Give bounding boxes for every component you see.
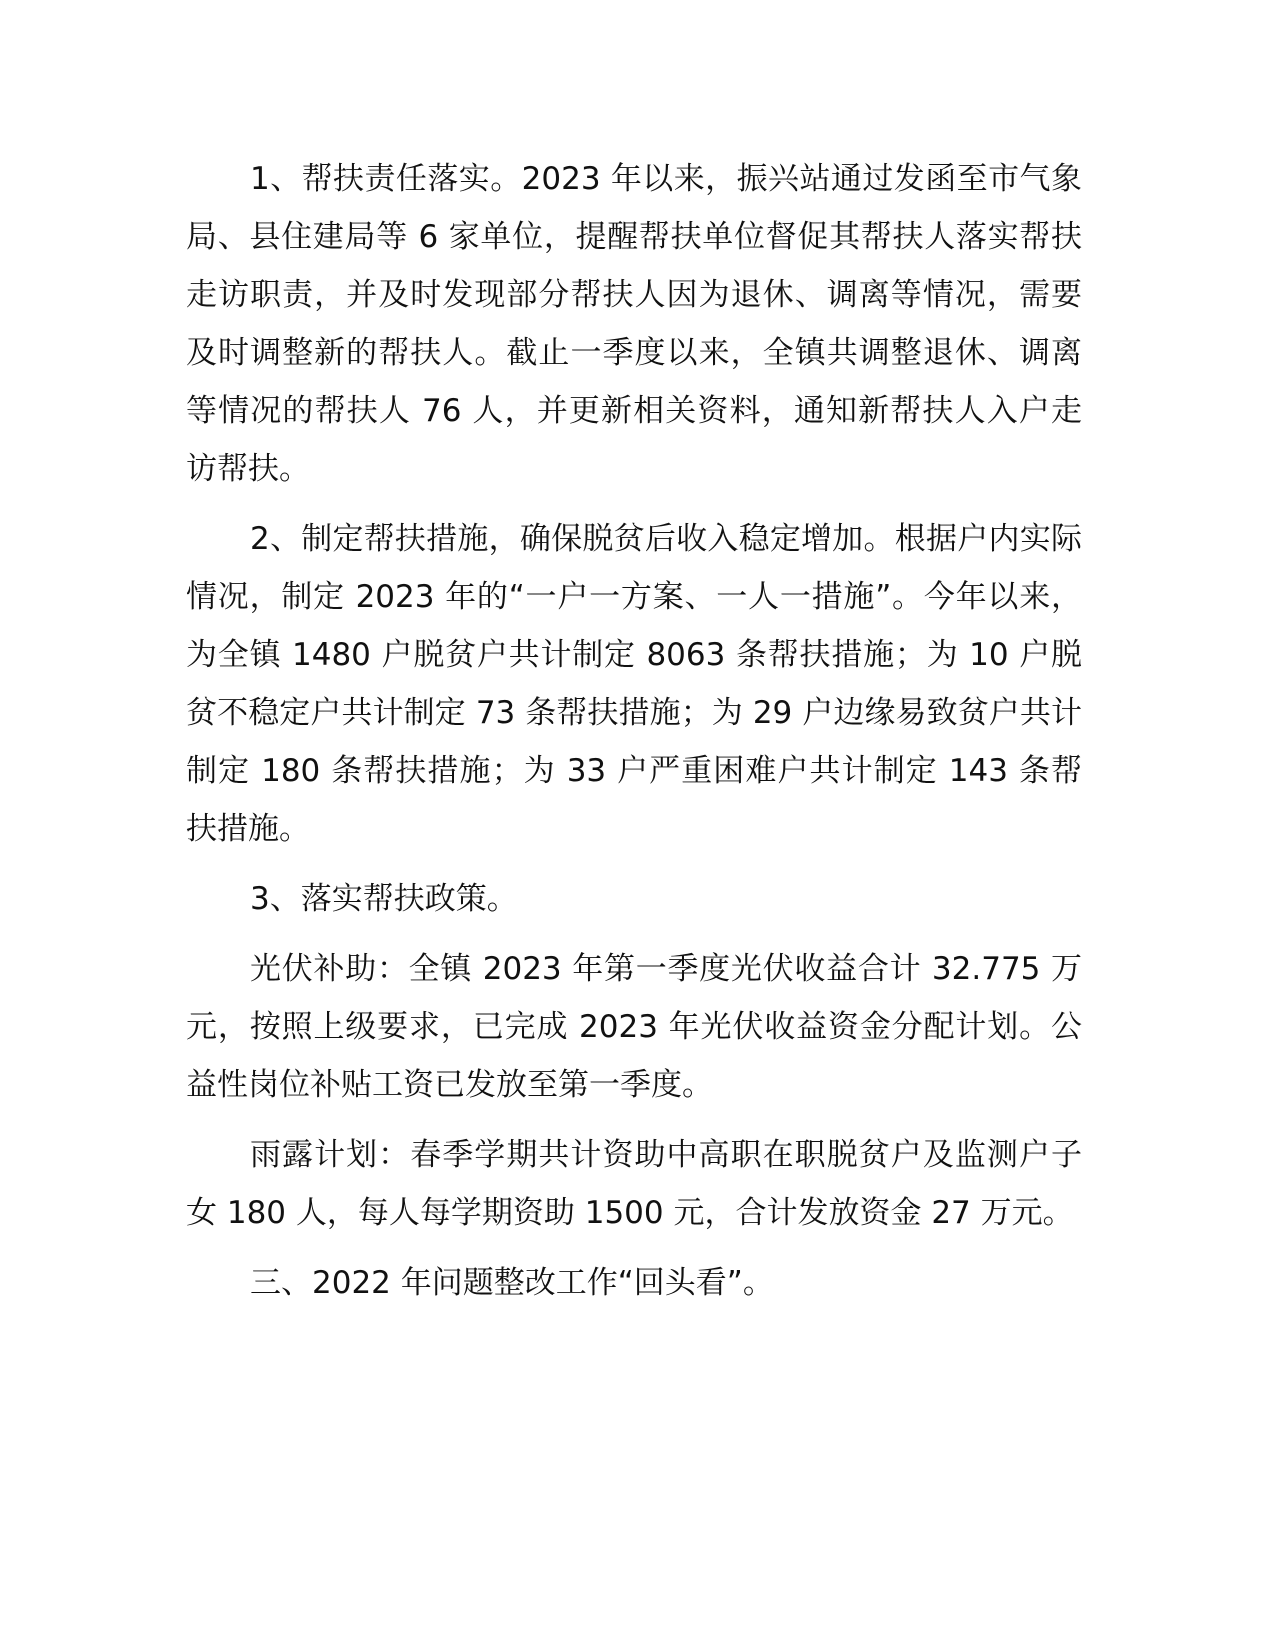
paragraph-yulu-plan: 雨露计划：春季学期共计资助中高职在职脱贫户及监测户子女 180 人，每人每学期资助 1500 元，合计发放资金 27 万元。 xyxy=(186,1137,1082,1231)
section-heading-rectification-review: 三、2022 年问题整改工作“回头看”。 xyxy=(250,1265,774,1301)
document-body xyxy=(186,150,1082,1324)
paragraph-assistance-responsibility: 1、帮扶责任落实。2023 年以来，振兴站通过发函至市气象局、县住建局等 6 家单位，提醒帮扶单位督促其帮扶人落实帮扶走访职责，并及时发现部分帮扶人因为退休、调离等情况，需要及时调整新的帮扶人。截止一季度以来，全镇共调整退休、调离等情况的帮扶人 76 人，并更新相关资料，通知新帮扶人入户走访帮扶。 xyxy=(186,161,1082,487)
paragraph-assistance-policy-heading: 3、落实帮扶政策。 xyxy=(250,881,518,917)
paragraph-solar-subsidy: 光伏补助：全镇 2023 年第一季度光伏收益合计 32.775 万元，按照上级要求，已完成 2023 年光伏收益资金分配计划。公益性岗位补贴工资已发放至第一季度。 xyxy=(186,951,1082,1103)
paragraph-assistance-measures: 2、制定帮扶措施，确保脱贫后收入稳定增加。根据户内实际情况，制定 2023 年的“一户一方案、一人一措施”。今年以来，为全镇 1480 户脱贫户共计制定 8063 条帮扶措施；为 10 户脱贫不稳定户共计制定 73 条帮扶措施；为 29 户边缘易致贫户共计制定 180 条帮扶措施；为 33 户严重困难户共计制定 143 条帮扶措施。 xyxy=(186,521,1082,847)
